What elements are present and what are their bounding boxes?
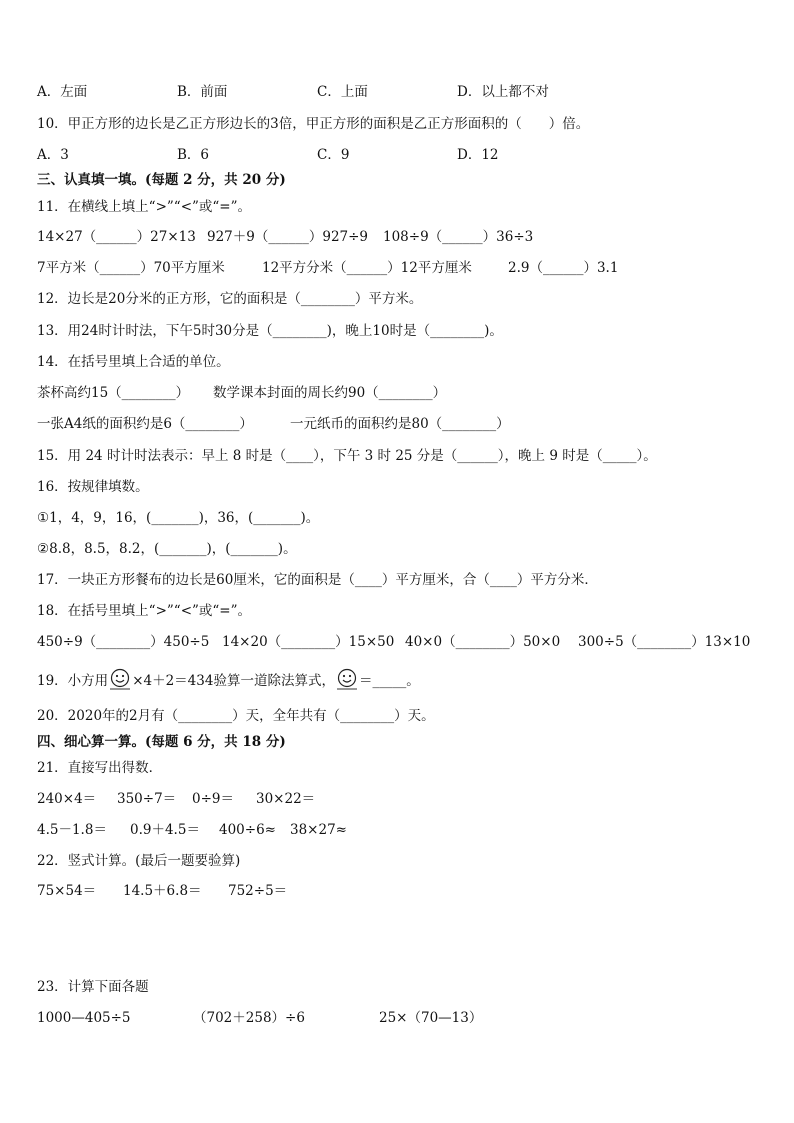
q21-item: 38×27≈ xyxy=(290,822,347,838)
q14-item: 茶杯高约15（________） xyxy=(37,385,190,401)
q21-item: 0÷9＝ xyxy=(192,791,234,807)
q21-item: 240×4＝ xyxy=(37,791,97,807)
q10-options xyxy=(37,145,499,165)
q14-row2 xyxy=(37,414,510,434)
q9-options xyxy=(37,82,549,102)
q9-option-c: C．上面 xyxy=(317,84,368,100)
q21-item: 0.9＋4.5＝ xyxy=(130,822,200,838)
q23-question: 23．计算下面各题 xyxy=(37,979,149,995)
q11-item: 12平方分米（______）12平方厘米 xyxy=(262,260,472,276)
q23-item: （702＋258）÷6 xyxy=(193,1010,305,1026)
q11-item: 14×27（______）27×13 xyxy=(37,229,196,245)
q18-item: 300÷5（________）13×10 xyxy=(578,634,751,650)
q22-item: 14.5＋6.8＝ xyxy=(123,883,202,899)
q14-item: 数学课本封面的周长约90（________） xyxy=(213,385,447,401)
q18-item: 450÷9（________）450÷5 xyxy=(37,634,210,650)
q11-question: 11．在横线上填上“>”“<”或“=”。 xyxy=(37,199,252,215)
q15-question: 15．用 24 时计时法表示：早上 8 时是（____），下午 3 时 25 分是（______），晚上 9 时是（_____）。 xyxy=(37,448,657,464)
q11-row1 xyxy=(37,227,533,247)
q23-item: 1000—405÷5 xyxy=(37,1010,131,1026)
q18-question: 18．在括号里填上“>”“<”或“=”。 xyxy=(37,603,252,619)
q9-option-b: B．前面 xyxy=(177,84,228,100)
q16-question: 16．按规律填数。 xyxy=(37,479,149,495)
q23-row xyxy=(37,1008,482,1028)
q19-question xyxy=(37,668,420,691)
q11-row2 xyxy=(37,258,618,278)
q16-row1: ①1，4，9，16，(_______)，36，(_______)。 xyxy=(37,510,320,526)
q10-option-c: C．9 xyxy=(317,147,350,163)
q18-item: 14×20（________）15×50 xyxy=(222,634,395,650)
q14-item: 一张A4纸的面积约是6（________） xyxy=(37,416,253,432)
q21-row2 xyxy=(37,820,347,840)
q10-question: 10．甲正方形的边长是乙正方形边长的3倍，甲正方形的面积是乙正方形面积的（ ）倍。 xyxy=(37,116,590,132)
q13-question: 13．用24时计时法，下午5时30分是（________)，晚上10时是（________)。 xyxy=(37,323,503,339)
q11-item: 927＋9（______）927÷9 xyxy=(207,229,369,245)
q21-row1 xyxy=(37,789,315,809)
q16-row2: ②8.8，8.5，8.2，(_______)，(_______)。 xyxy=(37,541,297,557)
q22-item: 75×54＝ xyxy=(37,883,97,899)
q19-middle: ×4＋2＝434验算一道除法算式， xyxy=(132,673,335,689)
q21-item: 30×22＝ xyxy=(256,791,316,807)
q18-row xyxy=(37,632,750,652)
section3-heading: 三、认真填一填。(每题 2 分，共 20 分) xyxy=(37,172,286,188)
q20-question: 20．2020年的2月有（________）天，全年共有（________）天。 xyxy=(37,708,435,724)
q12-question: 12．边长是20分米的正方形，它的面积是（________）平方米。 xyxy=(37,291,423,307)
q22-row xyxy=(37,881,287,901)
q14-item: 一元纸币的面积约是80（________） xyxy=(290,416,510,432)
q21-question: 21．直接写出得数． xyxy=(37,760,163,776)
q21-item: 4.5－1.8＝ xyxy=(37,822,107,838)
q11-item: 2.9（______）3.1 xyxy=(508,260,619,276)
smiley-face-icon xyxy=(337,668,357,690)
q22-question: 22．竖式计算。(最后一题要验算) xyxy=(37,853,241,869)
q19-prefix: 19．小方用 xyxy=(37,673,109,689)
q23-item: 25×（70—13） xyxy=(379,1010,483,1026)
section4-heading: 四、细心算一算。(每题 6 分，共 18 分) xyxy=(37,734,286,750)
q9-option-d: D．以上都不对 xyxy=(457,84,549,100)
q10-option-b: B．6 xyxy=(177,147,210,163)
q11-item: 7平方米（______）70平方厘米 xyxy=(37,260,225,276)
q21-item: 350÷7＝ xyxy=(117,791,177,807)
q19-suffix: ＝_____。 xyxy=(358,673,420,689)
q14-question: 14．在括号里填上合适的单位。 xyxy=(37,354,230,370)
q10-option-d: D．12 xyxy=(457,147,499,163)
q21-item: 400÷6≈ xyxy=(219,822,276,838)
smiley-face-icon xyxy=(110,668,130,690)
q22-item: 752÷5＝ xyxy=(228,883,288,899)
q17-question: 17．一块正方形餐布的边长是60厘米，它的面积是（____）平方厘米，合（____）平方分米． xyxy=(37,572,598,588)
q14-row1 xyxy=(37,383,446,403)
q9-option-a: A．左面 xyxy=(37,84,88,100)
q10-option-a: A．3 xyxy=(37,147,69,163)
q11-item: 108÷9（______）36÷3 xyxy=(383,229,534,245)
q18-item: 40×0（________）50×0 xyxy=(405,634,561,650)
